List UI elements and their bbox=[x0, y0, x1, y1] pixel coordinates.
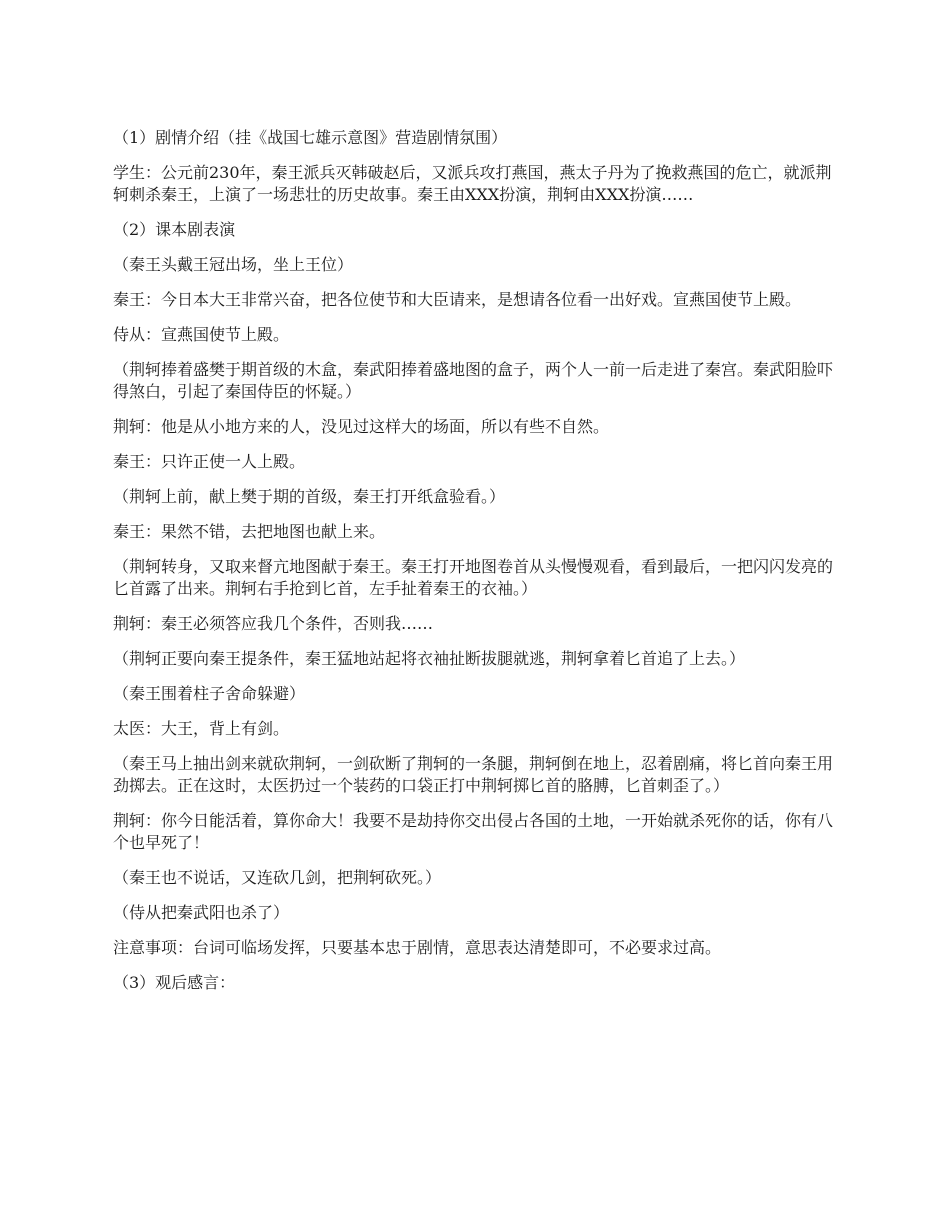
paragraph-dialogue: 荆轲：秦王必须答应我几个条件，否则我…… bbox=[113, 614, 434, 633]
paragraph-dialogue: 侍从：宣燕国使节上殿。 bbox=[113, 325, 290, 344]
paragraph-stage-direction: （荆轲上前，献上樊于期的首级，秦王打开纸盒验看。） bbox=[113, 487, 506, 506]
paragraph-student-intro: 学生：公元前230年，秦王派兵灭韩破赵后，又派兵攻打燕国，燕太子丹为了挽救燕国的危亡，就派荆轲刺杀秦王，上演了一场悲壮的历史故事。秦王由XXX扮演，荆轲由XXX扮演…… bbox=[113, 163, 832, 204]
paragraph-dialogue: 荆轲：你今日能活着，算你命大！我要不是劫持你交出侵占各国的土地，一开始就杀死你的话，你有八个也早死了！ bbox=[113, 811, 834, 852]
paragraph-dialogue: 秦王：只许正使一人上殿。 bbox=[113, 452, 306, 471]
paragraph-stage-direction: （秦王也不说话，又连砍几剑，把荆轲砍死。） bbox=[113, 868, 442, 887]
paragraph-dialogue: 秦王：果然不错，去把地图也献上来。 bbox=[113, 522, 386, 541]
paragraph-reflection-heading: （3）观后感言： bbox=[113, 973, 236, 992]
paragraph-notes: 注意事项：台词可临场发挥，只要基本忠于剧情，意思表达清楚即可，不必要求过高。 bbox=[113, 938, 722, 957]
paragraph-stage-direction: （秦王围着柱子舍命躲避） bbox=[113, 684, 306, 703]
paragraph-dialogue: 荆轲：他是从小地方来的人，没见过这样大的场面，所以有些不自然。 bbox=[113, 417, 610, 436]
paragraph-stage-direction: （荆轲正要向秦王提条件，秦王猛地站起将衣袖扯断拔腿就逃，荆轲拿着匕首追了上去。） bbox=[113, 649, 746, 668]
paragraph-stage-direction: （侍从把秦武阳也杀了） bbox=[113, 903, 290, 922]
paragraph-performance-heading: （2）课本剧表演 bbox=[113, 220, 236, 239]
paragraph-stage-direction: （秦王头戴王冠出场，坐上王位） bbox=[113, 255, 354, 274]
paragraph-stage-direction: （荆轲转身，又取来督亢地图献于秦王。秦王打开地图卷首从头慢慢观看，看到最后，一把闪闪发亮的匕首露了出来。荆轲右手抢到匕首，左手扯着秦王的衣袖。） bbox=[113, 557, 834, 598]
paragraph-stage-direction: （荆轲捧着盛樊于期首级的木盒，秦武阳捧着盛地图的盒子，两个人一前一后走进了秦宫。秦武阳脸吓得煞白，引起了秦国侍臣的怀疑。） bbox=[113, 360, 834, 401]
paragraph-stage-direction: （秦王马上抽出剑来就砍荆轲，一剑砍断了荆轲的一条腿，荆轲倒在地上，忍着剧痛，将匕首向秦王用劲掷去。正在这时，太医扔过一个装药的口袋正打中荆轲掷匕首的胳膊，匕首刺歪了。） bbox=[113, 754, 834, 795]
paragraph-dialogue: 太医：大王，背上有剑。 bbox=[113, 719, 290, 738]
paragraph-dialogue: 秦王：今日本大王非常兴奋，把各位使节和大臣请来，是想请各位看一出好戏。宣燕国使节上殿。 bbox=[113, 290, 802, 309]
paragraph-plot-intro-heading: （1）剧情介绍（挂《战国七雄示意图》营造剧情氛围） bbox=[113, 128, 508, 147]
document-body bbox=[113, 127, 840, 1007]
